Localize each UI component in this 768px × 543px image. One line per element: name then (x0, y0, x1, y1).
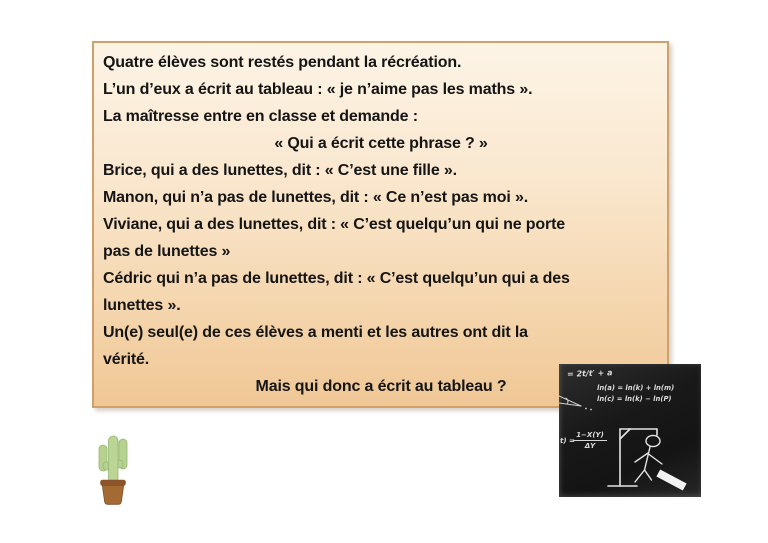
cactus-pot (102, 483, 124, 504)
chalk-formula-top: = 2t/t′ + a (566, 368, 613, 379)
chalk-formula-ln-c: ln(c) = ln(k) − ln(P) (597, 395, 672, 403)
triangle-sketch-icon (559, 396, 592, 410)
text-line-question: « Qui a écrit cette phrase ? » (274, 135, 488, 152)
text-line: pas de lunettes » (103, 243, 231, 260)
blackboard-chalk-drawing (559, 364, 701, 497)
text-line-final-question: Mais qui donc a écrit au tableau ? (255, 378, 507, 395)
text-line: Cédric qui n’a pas de lunettes, dit : « C’est quelqu’un qui a des (103, 270, 570, 287)
text-line: lunettes ». (103, 297, 181, 314)
text-line: Quatre élèves sont restés pendant la récréation. (103, 54, 462, 71)
text-line: L’un d’eux a écrit au tableau : « je n’aime pas les maths ». (103, 81, 533, 98)
text-line: Viviane, qui a des lunettes, dit : « C’est quelqu’un qui ne porte (103, 216, 566, 233)
blackboard-image (559, 364, 701, 497)
cactus-icon (89, 431, 137, 506)
puzzle-text-box (92, 41, 669, 408)
text-line: Brice, qui a des lunettes, dit : « C’est une fille ». (103, 162, 457, 179)
chalk-formula-ln-a: ln(a) = ln(k) + ln(m) (597, 384, 675, 392)
chalk-fraction-lhs: t) = (560, 437, 575, 445)
text-line: Manon, qui n’a pas de lunettes, dit : « Ce n’est pas moi ». (103, 189, 529, 206)
chalk-fraction-numerator: 1−X(Y) (573, 431, 607, 441)
text-line: Un(e) seul(e) de ces élèves a menti et les autres ont dit la (103, 324, 528, 341)
text-line: vérité. (103, 351, 150, 368)
text-line: La maîtresse entre en classe et demande : (103, 108, 418, 125)
chalk-stick-icon (656, 470, 686, 491)
chalk-fraction-denominator: ΔY (584, 442, 596, 450)
